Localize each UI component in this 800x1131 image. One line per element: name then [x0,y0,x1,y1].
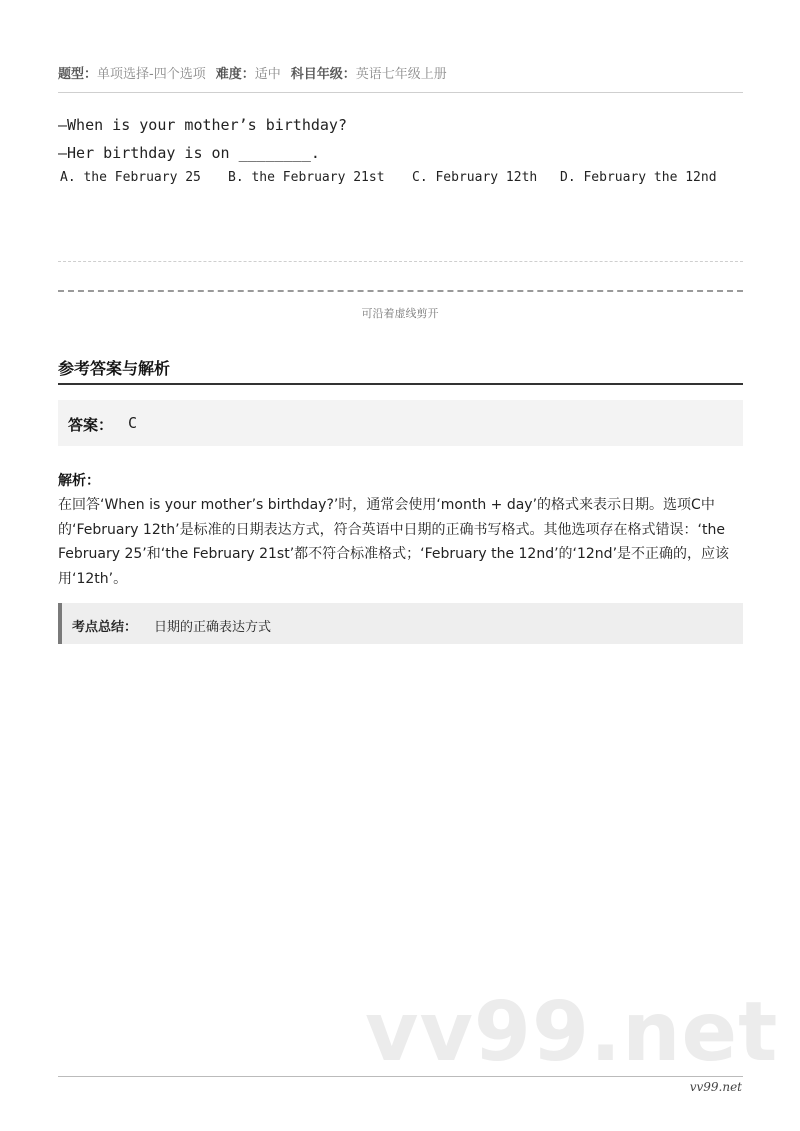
question-line-1: —When is your mother’s birthday? [58,116,347,134]
difficulty-label: 难度： [215,67,255,82]
footer-divider [58,1076,743,1077]
analysis-label: 解析： [58,473,100,489]
option-a: A. the February 25 [60,170,201,185]
type-label: 题型： [58,67,98,82]
section-title: 参考答案与解析 [58,359,171,378]
summary-box [58,603,743,644]
light-dashed-divider [58,261,743,262]
summary-label: 考点总结： [72,620,138,635]
question-line-2: —Her birthday is on ________. [58,144,320,162]
option-c: C. February 12th [412,170,538,185]
option-b: B. the February 21st [228,170,385,185]
analysis-text: 在回答‘When is your mother’s birthday?’时，通常会使用‘month + day’的格式来表示日期。选项C中的‘February 12th’是标准的日期表达方式，符合英语中日期的正确书写格式。其他选项存在格式错误：‘the February 25’和‘the February 21st’都不符合标准格式；‘February the 12nd’的‘12nd’是不正确的，应该用‘12th’。 [58,497,730,587]
cut-note: 可沿着虚线剪开 [361,307,439,320]
cut-line [58,290,743,292]
answer-box [58,400,743,446]
difficulty-value: 适中 [254,67,281,82]
type-value: 单项选择-四个选项 [97,67,206,82]
option-d: D. February the 12nd [560,170,717,185]
header-divider [58,92,743,93]
question-meta [58,63,447,82]
summary-value: 日期的正确表达方式 [154,620,272,635]
answer-value: C [128,414,138,432]
section-divider [58,383,743,385]
watermark: vv99.net [365,985,779,1080]
subject-value: 英语七年级上册 [355,67,447,82]
subject-label: 科目年级： [290,67,356,82]
footer-site: vv99.net [689,1080,742,1094]
answer-label: 答案： [68,416,114,434]
